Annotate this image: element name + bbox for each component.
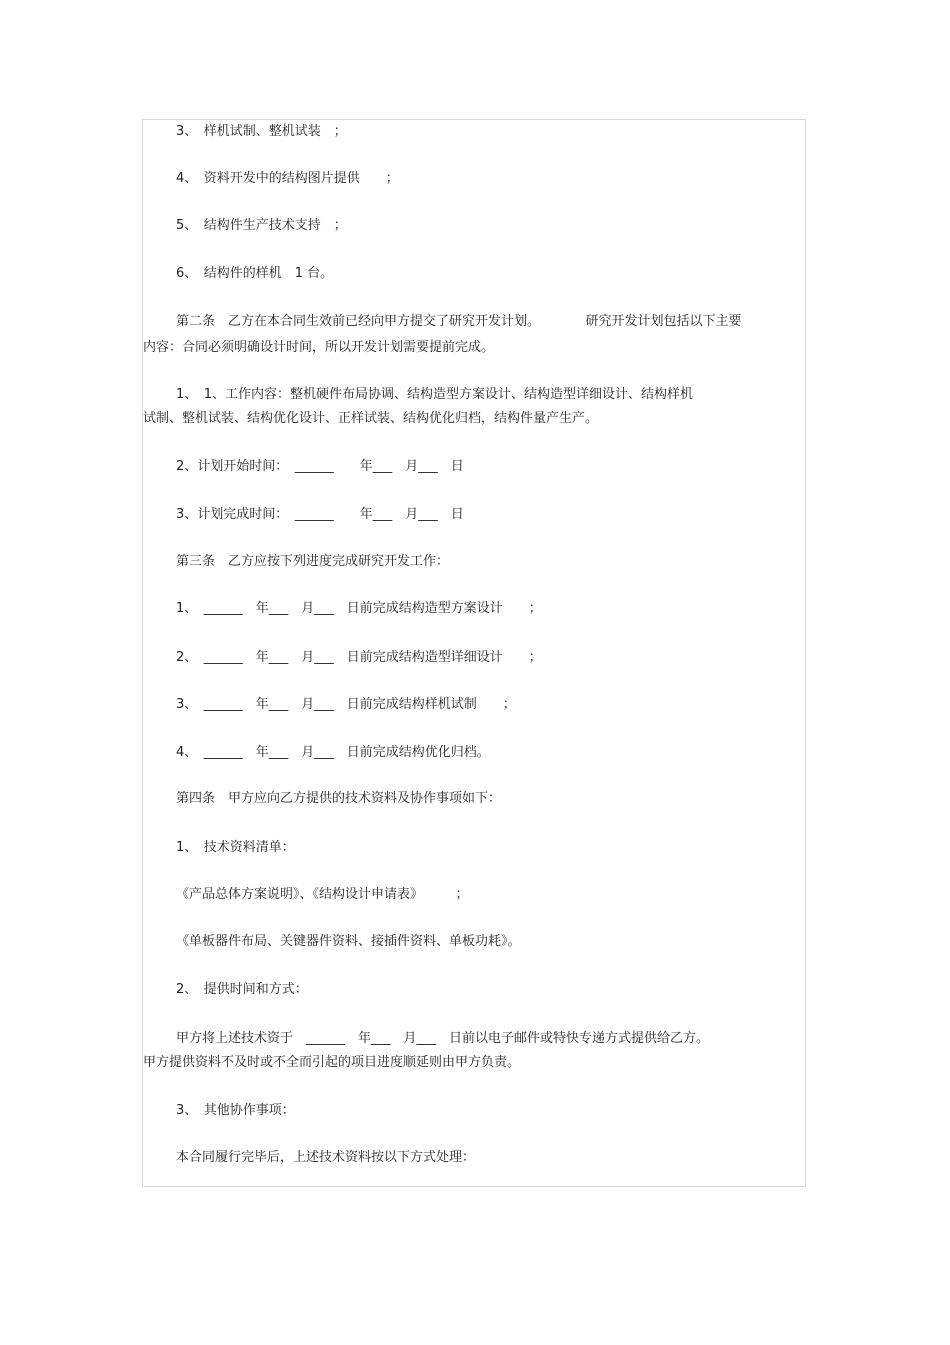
work-content-line2: 试制、整机试装、结构优化设计、正样试装、结构优化归档，结构件量产生产。 xyxy=(143,411,599,426)
plan-start-time: 2、计划开始时间： ______ 年___ 月___ 日 xyxy=(176,459,464,474)
other-cooperation-title: 3、 其他协作事项： xyxy=(176,1103,295,1118)
schedule-item-3: 3、 ______ 年___ 月___ 日前完成结构样机试制 ； xyxy=(176,697,516,712)
tech-docs-list-title: 1、 技术资料清单： xyxy=(176,840,295,855)
tech-doc-2: 《单板器件布局、关键器件资料、接插件资料、单板功耗》。 xyxy=(176,934,521,949)
item-6-sample: 6、 结构件的样机 1 台。 xyxy=(176,266,334,281)
article-2-line2: 内容：合同必须明确设计时间，所以开发计划需要提前完成。 xyxy=(143,340,495,355)
schedule-item-1: 1、 ______ 年___ 月___ 日前完成结构造型方案设计 ； xyxy=(176,601,542,616)
schedule-item-2: 2、 ______ 年___ 月___ 日前完成结构造型详细设计 ； xyxy=(176,650,542,665)
provide-line1: 甲方将上述技术资于 ______ 年___ 月___ 日前以电子邮件或特快专递方式提供给乙方。 xyxy=(176,1031,710,1046)
article-2-line1: 第二条 乙方在本合同生效前已经向甲方提交了研究开发计划。 研究开发计划包括以下主要 xyxy=(176,314,742,329)
item-5-support: 5、 结构件生产技术支持 ； xyxy=(176,218,347,233)
plan-finish-time: 3、计划完成时间： ______ 年___ 月___ 日 xyxy=(176,507,464,522)
article-3-heading: 第三条 乙方应按下列进度完成研究开发工作： xyxy=(176,554,450,569)
item-4-images: 4、 资料开发中的结构图片提供 ； xyxy=(176,171,399,186)
tech-doc-1: 《产品总体方案说明》、《结构设计申请表》 ； xyxy=(176,887,469,902)
provide-time-title: 2、 提供时间和方式： xyxy=(176,982,308,997)
after-contract-line: 本合同履行完毕后，上述技术资料按以下方式处理： xyxy=(176,1150,476,1165)
schedule-item-4: 4、 ______ 年___ 月___ 日前完成结构优化归档。 xyxy=(176,745,490,760)
provide-line2: 甲方提供资料不及时或不全而引起的项目进度顺延则由甲方负责。 xyxy=(143,1055,521,1070)
work-content-line1: 1、 1、工作内容：整机硬件布局协调、结构造型方案设计、结构造型详细设计、结构样机 xyxy=(176,387,694,402)
article-4-heading: 第四条 甲方应向乙方提供的技术资料及协作事项如下： xyxy=(176,791,502,806)
item-3-prototype: 3、 样机试制、整机试装 ； xyxy=(176,124,347,139)
